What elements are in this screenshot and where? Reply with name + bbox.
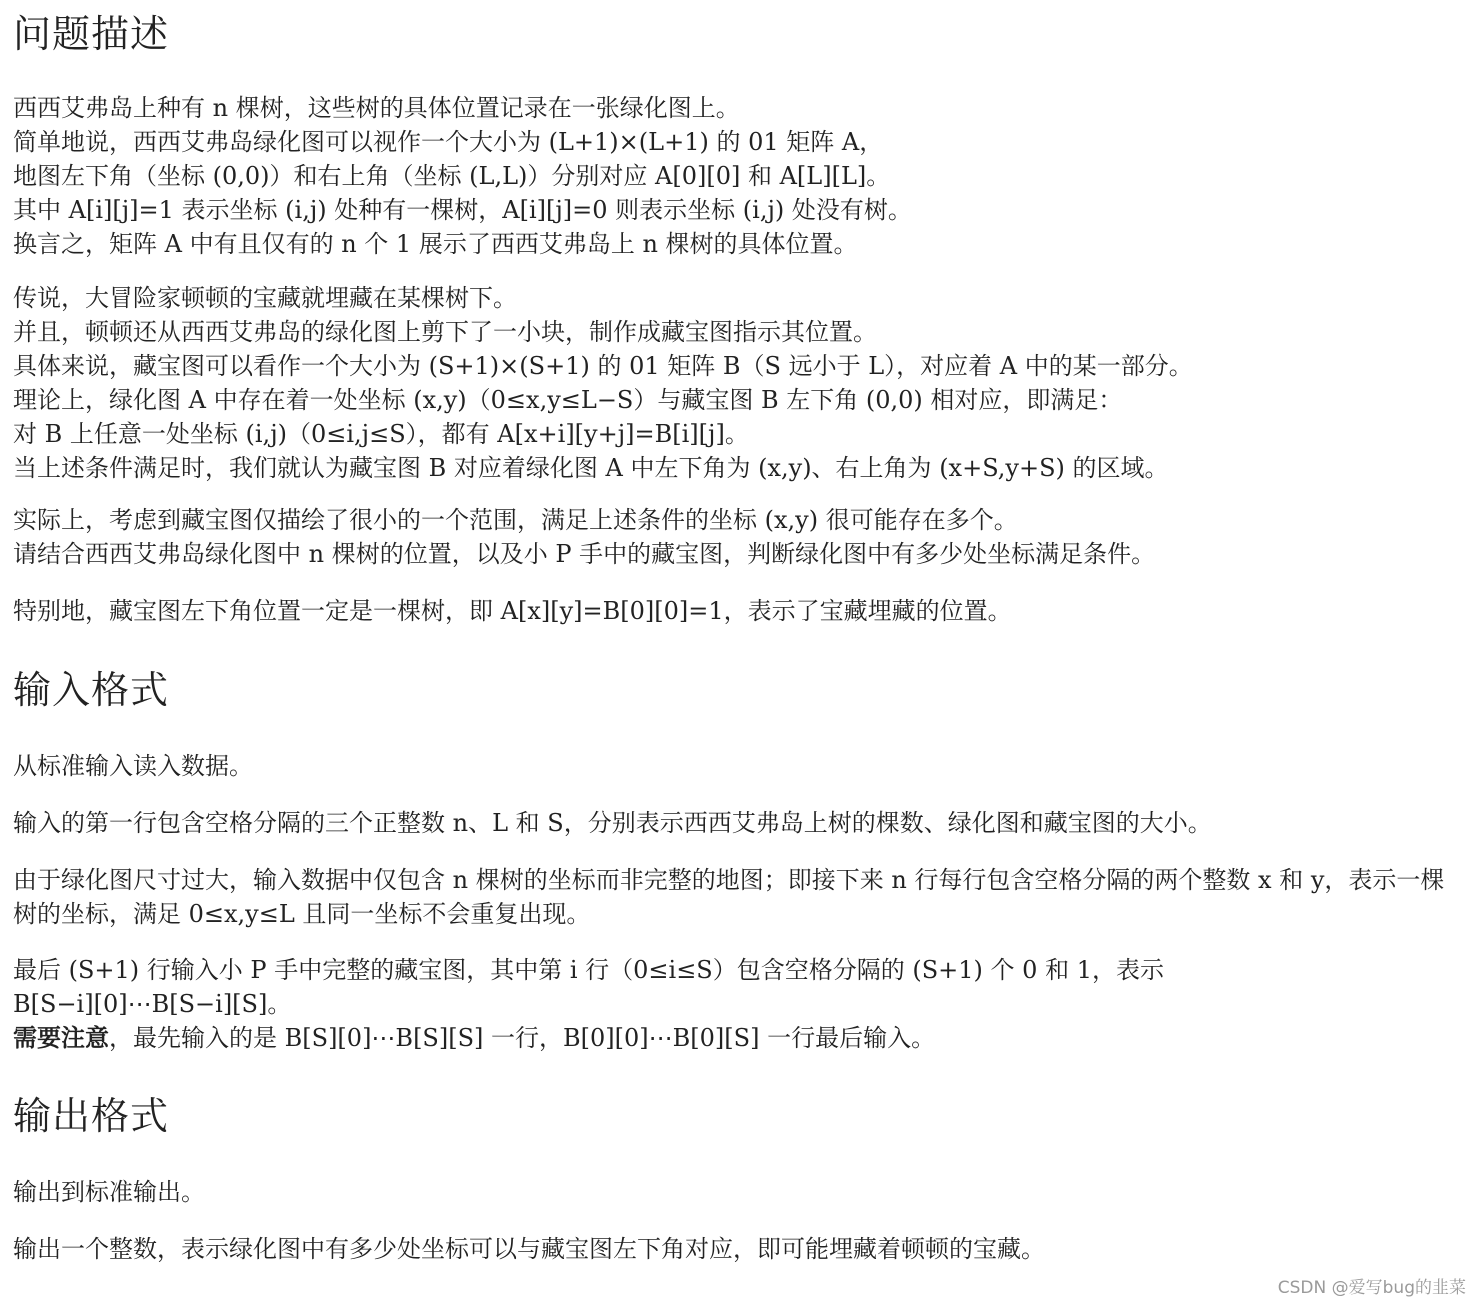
text-line: 传说，大冒险家顿顿的宝藏就埋藏在某棵树下。	[13, 284, 517, 312]
text-line: 简单地说，西西艾弗岛绿化图可以视作一个大小为 (L+1)×(L+1) 的 01 矩阵 A，	[13, 128, 884, 156]
text-line: 并且，顿顿还从西西艾弗岛的绿化图上剪下了一小块，制作成藏宝图指示其位置。	[13, 318, 877, 346]
text-line: 最后 (S+1) 行输入小 P 手中完整的藏宝图，其中第 i 行（0≤i≤S）包含空格分隔的 (S+1) 个 0 和 1，表示	[13, 956, 1164, 984]
text-line: 实际上，考虑到藏宝图仅描绘了很小的一个范围，满足上述条件的坐标 (x,y) 很可能存在多个。	[13, 506, 1018, 534]
input-heading: 输入格式	[13, 668, 170, 712]
text-line: 地图左下角（坐标 (0,0)）和右上角（坐标 (L,L)）分别对应 A[0][0] 和 A[L][L]。	[13, 162, 891, 190]
note-emphasis: 需要注意	[13, 1023, 109, 1052]
text-line: 对 B 上任意一处坐标 (i,j)（0≤i,j≤S），都有 A[x+i][y+j]=B[i][j]。	[13, 420, 749, 448]
text-line: 其中 A[i][j]=1 表示坐标 (i,j) 处种有一棵树，A[i][j]=0 则表示坐标 (i,j) 处没有树。	[13, 196, 912, 224]
input-paragraph-1: 从标准输入读入数据。	[13, 752, 253, 780]
problem-paragraph-1	[13, 91, 912, 261]
text-line: B[S−i][0]⋯B[S−i][S]。	[13, 990, 292, 1018]
output-paragraph-2: 输出一个整数，表示绿化图中有多少处坐标可以与藏宝图左下角对应，即可能埋藏着顿顿的宝藏。	[13, 1235, 1045, 1263]
text-line: 西西艾弗岛上种有 n 棵树，这些树的具体位置记录在一张绿化图上。	[13, 94, 740, 122]
text-line: 当上述条件满足时，我们就认为藏宝图 B 对应着绿化图 A 中左下角为 (x,y)、右上角为 (x+S,y+S) 的区域。	[13, 454, 1169, 482]
problem-paragraph-3	[13, 503, 1155, 571]
note-line	[13, 1021, 1164, 1055]
output-heading: 输出格式	[13, 1094, 170, 1138]
problem-paragraph-2	[13, 281, 1193, 485]
output-paragraph-1: 输出到标准输出。	[13, 1178, 205, 1206]
csdn-watermark: CSDN @爱写bug的韭菜	[1277, 1278, 1466, 1298]
text-line: 理论上，绿化图 A 中存在着一处坐标 (x,y)（0≤x,y≤L−S）与藏宝图 B 左下角 (0,0) 相对应，即满足：	[13, 386, 1123, 414]
text-line: 请结合西西艾弗岛绿化图中 n 棵树的位置，以及小 P 手中的藏宝图，判断绿化图中有多少处坐标满足条件。	[13, 540, 1156, 568]
note-text: ，最先输入的是 B[S][0]⋯B[S][S] 一行，B[0][0]⋯B[0][S] 一行最后输入。	[109, 1024, 936, 1052]
input-paragraph-4	[13, 953, 1164, 1055]
input-paragraph-2: 输入的第一行包含空格分隔的三个正整数 n、L 和 S，分别表示西西艾弗岛上树的棵数、绿化图和藏宝图的大小。	[13, 809, 1212, 837]
text-line: 具体来说，藏宝图可以看作一个大小为 (S+1)×(S+1) 的 01 矩阵 B（S 远小于 L），对应着 A 中的某一部分。	[13, 352, 1193, 380]
input-paragraph-3: 由于绿化图尺寸过大，输入数据中仅包含 n 棵树的坐标而非完整的地图；即接下来 n 行每行包含空格分隔的两个整数 x 和 y，表示一棵树的坐标，满足 0≤x,y≤L 且同一坐标不会重复出现。	[13, 866, 1445, 928]
problem-heading: 问题描述	[13, 12, 170, 56]
problem-paragraph-4: 特别地，藏宝图左下角位置一定是一棵树，即 A[x][y]=B[0][0]=1，表示了宝藏埋藏的位置。	[13, 597, 1012, 625]
text-line: 换言之，矩阵 A 中有且仅有的 n 个 1 展示了西西艾弗岛上 n 棵树的具体位置。	[13, 230, 858, 258]
